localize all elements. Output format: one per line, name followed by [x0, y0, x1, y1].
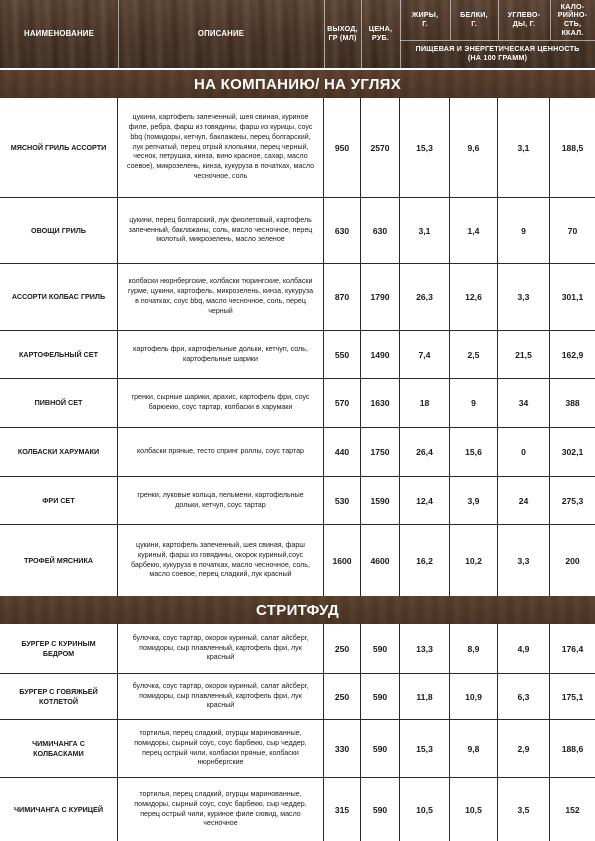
menu-row [0, 624, 595, 674]
header-description: ОПИСАНИЕ [197, 29, 245, 39]
menu-row [0, 264, 595, 331]
item-carbs: 0 [498, 428, 550, 476]
item-description: колбаски нюрнбергские, колбаски тюрингские, колбаски гурме, цукини, картофель, микрозелень, кинза, кукуруза в початках, соус bbq, масло чесночное, соль, перец черный [118, 264, 324, 330]
item-protein: 12,6 [450, 264, 498, 330]
item-output: 315 [324, 778, 361, 841]
item-description: цукини, перец болгарский, лук фиолетовый, картофель запеченный, баклажаны, соль, масло чесночное, перец молотый, микрозелень, масло зеленое [118, 198, 324, 263]
item-kcal: 175,1 [561, 691, 584, 702]
item-protein: 15,6 [450, 428, 498, 476]
item-output: 870 [324, 264, 361, 330]
table-header [0, 0, 595, 68]
item-description: картофель фри, картофельные дольки, кетчуп, соль, картофельные шарики [118, 331, 324, 378]
header-kcal: КАЛО- РИЙНО- СТЬ, ККАЛ. [557, 1, 588, 37]
item-name: АССОРТИ КОЛБАС ГРИЛЬ [0, 264, 118, 330]
menu-row [0, 674, 595, 720]
item-name: КАРТОФЕЛЬНЫЙ СЕТ [0, 331, 118, 378]
item-fat: 26,3 [400, 264, 450, 330]
item-fat: 7,4 [400, 331, 450, 378]
item-fat: 26,4 [400, 428, 450, 476]
header-protein: БЕЛКИ, Г. [460, 10, 488, 28]
item-protein: 10,9 [450, 674, 498, 719]
item-output: 570 [324, 379, 361, 427]
item-price: 630 [361, 198, 400, 263]
item-name: ЧИМИЧАНГА С КУРИЦЕЙ [0, 778, 118, 841]
item-carbs: 3,3 [498, 525, 550, 596]
item-fat: 15,3 [400, 720, 450, 777]
item-kcal: 152 [565, 804, 580, 815]
item-price: 2570 [361, 98, 400, 197]
item-description: тортилья, перец сладкий, огурцы маринованные, помидоры, сырный соус, соус барбекю, сыр чеддер, перец острый чили, куриное филе сювид, масло чесночное [118, 778, 324, 841]
item-price: 1790 [361, 264, 400, 330]
item-carbs: 4,9 [498, 624, 550, 673]
item-kcal: 176,4 [561, 643, 584, 654]
menu-row [0, 331, 595, 379]
item-description: цукини, картофель запеченный, шея свиная, куриное филе, ребра, фарш из говядины, фарш из курицы, соус bbq (помидоры, кетчуп, баклажаны, перец болгарский, лук репчатый, перец отрый хлопьями, перец черный, чеснок, петрушка, кинза, вино красное, сахар, масло соевое), микрозелень, кинза, кукуруза в початках, масло чесночное, соль [118, 98, 324, 197]
item-carbs: 34 [498, 379, 550, 427]
item-fat: 10,5 [400, 778, 450, 841]
item-output: 950 [324, 98, 361, 197]
item-description: гренки, луковые кольца, пельмени, картофельные дольки, кетчуп, соус тартар [118, 477, 324, 524]
item-price: 1590 [361, 477, 400, 524]
menu-row [0, 379, 595, 428]
header-divider [324, 0, 325, 68]
item-fat: 11,8 [400, 674, 450, 719]
item-name: ФРИ СЕТ [0, 477, 118, 524]
item-protein: 9,6 [450, 98, 498, 197]
section-title: СТРИТФУД [0, 596, 595, 624]
section-title: НА КОМПАНИЮ/ НА УГЛЯХ [0, 70, 595, 98]
item-kcal: 301,1 [561, 292, 584, 302]
item-output: 330 [324, 720, 361, 777]
item-kcal: 200 [565, 555, 580, 566]
item-protein: 9 [450, 379, 498, 427]
item-carbs: 24 [498, 477, 550, 524]
item-price: 1630 [361, 379, 400, 427]
item-fat: 13,3 [400, 624, 450, 673]
menu-row [0, 428, 595, 477]
header-divider [400, 40, 595, 41]
item-carbs: 21,5 [498, 331, 550, 378]
item-output: 250 [324, 674, 361, 719]
menu-row [0, 778, 595, 841]
item-description: гренки, сырные шарики, арахис, картофель фри, соус барюекю, соус тартар, колбаски в харумаки [118, 379, 324, 427]
item-name: ПИВНОЙ СЕТ [0, 379, 118, 427]
item-protein: 3,9 [450, 477, 498, 524]
header-divider [118, 0, 119, 68]
item-protein: 1,4 [450, 198, 498, 263]
item-kcal: 70 [567, 225, 578, 236]
item-kcal: 302,1 [561, 447, 584, 457]
item-output: 530 [324, 477, 361, 524]
item-carbs: 9 [498, 198, 550, 263]
menu-row [0, 198, 595, 264]
item-description: булочка, соус тартар, окорок куриный, салат айсберг, помидоры, сыр плавленный, картофель фри, лук красный [118, 674, 324, 719]
header-nutrition-note: ПИЩЕВАЯ И ЭНЕРГЕТИЧЕСКАЯ ЦЕННОСТЬ (НА 100 ГРАММ) [415, 44, 580, 62]
item-name: КОЛБАСКИ ХАРУМАКИ [0, 428, 118, 476]
item-price: 4600 [361, 525, 400, 596]
item-carbs: 3,1 [498, 98, 550, 197]
header-output: ВЫХОД, ГР (МЛ) [327, 24, 358, 42]
item-name: ЧИМИЧАНГА С КОЛБАСКАМИ [0, 720, 118, 777]
item-name: ОВОЩИ ГРИЛЬ [0, 198, 118, 263]
item-price: 590 [361, 720, 400, 777]
header-carbs: УГЛЕВО- ДЫ, Г. [507, 10, 541, 28]
item-price: 590 [361, 674, 400, 719]
item-price: 590 [361, 778, 400, 841]
item-carbs: 6,3 [498, 674, 550, 719]
menu-row [0, 525, 595, 596]
item-name: БУРГЕР С КУРИНЫМ БЕДРОМ [0, 624, 118, 673]
item-price: 590 [361, 624, 400, 673]
header-divider [361, 0, 362, 68]
item-protein: 2,5 [450, 331, 498, 378]
item-protein: 10,2 [450, 525, 498, 596]
header-divider [400, 0, 401, 68]
item-output: 1600 [324, 525, 361, 596]
item-description: булочка, соус тартар, окорок куриный, салат айсберг, помидоры, сыр плавленный, картофель фри, лук красный [118, 624, 324, 673]
item-description: колбаски пряные, тесто спринг роллы, соус тартар [118, 428, 324, 476]
header-name: НАИМЕНОВАНИЕ [24, 29, 94, 39]
item-price: 1750 [361, 428, 400, 476]
item-fat: 12,4 [400, 477, 450, 524]
item-output: 630 [324, 198, 361, 263]
item-fat: 3,1 [400, 198, 450, 263]
item-kcal: 162,9 [561, 349, 584, 360]
item-description: цукини, картофель запеченный, шея свиная, фарш куриный, фарш из говядины, окорок куриный,соус барбекю, кукуруза в початках, масло чесночное, соль, масло соевое, перец сладкий, лук красный [118, 525, 324, 596]
item-protein: 8,9 [450, 624, 498, 673]
item-carbs: 3,3 [498, 264, 550, 330]
item-kcal: 388 [565, 398, 580, 408]
item-output: 550 [324, 331, 361, 378]
item-kcal: 188,5 [561, 142, 584, 153]
item-protein: 10,5 [450, 778, 498, 841]
item-fat: 18 [400, 379, 450, 427]
item-output: 250 [324, 624, 361, 673]
header-divider [498, 0, 499, 40]
item-name: ТРОФЕЙ МЯСНИКА [0, 525, 118, 596]
header-fat: ЖИРЫ, Г. [411, 10, 439, 28]
item-kcal: 188,6 [561, 743, 584, 754]
menu-row [0, 477, 595, 525]
item-name: БУРГЕР С ГОВЯЖЬЕЙ КОТЛЕТОЙ [0, 674, 118, 719]
item-price: 1490 [361, 331, 400, 378]
item-carbs: 2,9 [498, 720, 550, 777]
menu-row [0, 98, 595, 198]
item-protein: 9,8 [450, 720, 498, 777]
item-fat: 15,3 [400, 98, 450, 197]
header-divider [450, 0, 451, 40]
item-description: тортилья, перец сладкий, огурцы маринованные, помидоры, сырный соус, соус барбекю, сыр чеддер, перец острый чили, колбаски пряные, колбаски нюрнбергские [118, 720, 324, 777]
header-price: ЦЕНА, РУБ. [368, 24, 393, 42]
item-name: МЯСНОЙ ГРИЛЬ АССОРТИ [0, 98, 118, 197]
item-carbs: 3,5 [498, 778, 550, 841]
header-divider [550, 0, 551, 40]
menu-row [0, 720, 595, 778]
item-output: 440 [324, 428, 361, 476]
item-kcal: 275,3 [561, 495, 584, 506]
item-fat: 16,2 [400, 525, 450, 596]
